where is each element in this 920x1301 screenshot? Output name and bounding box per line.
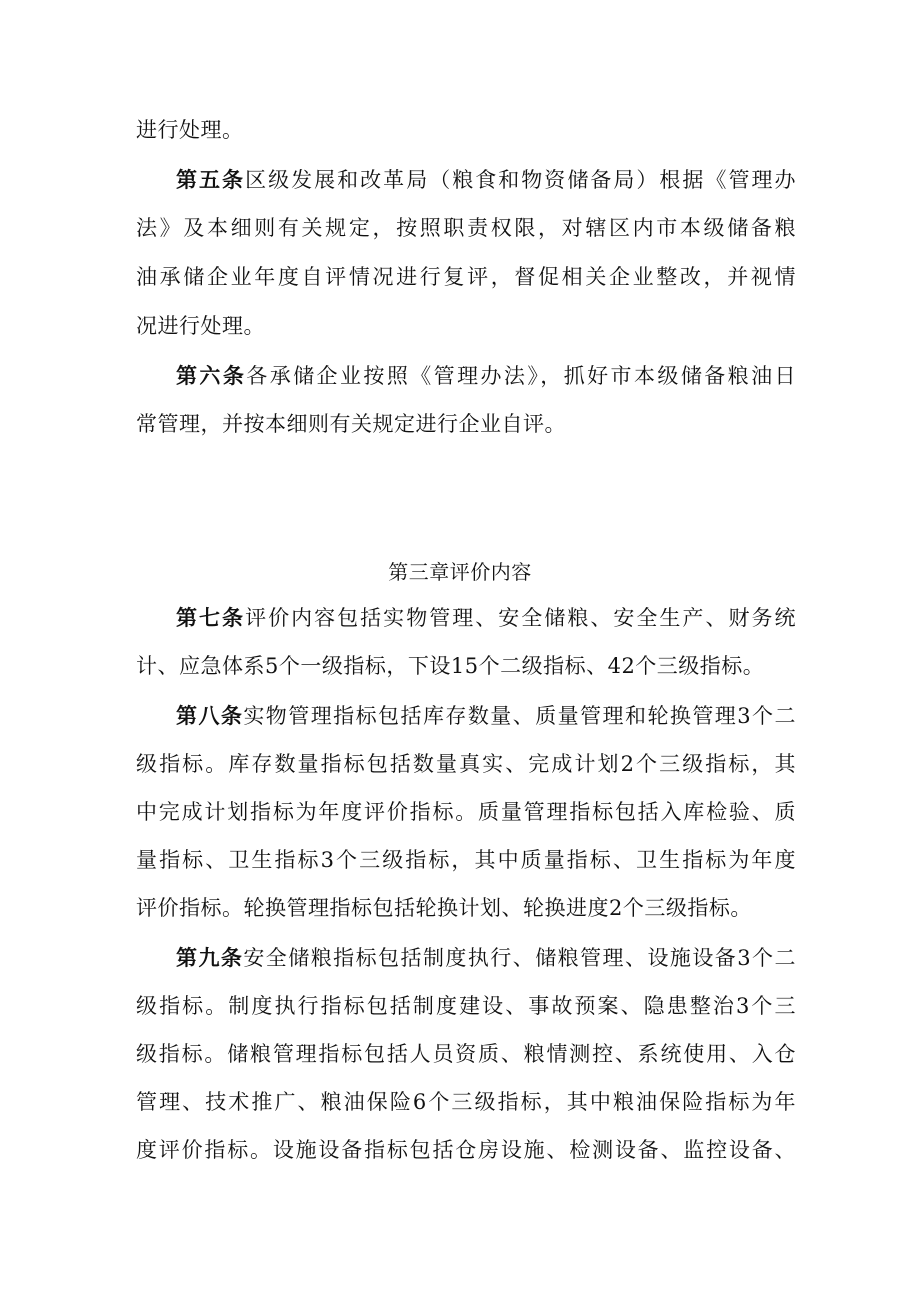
paragraph-line: 进行处理。 [136, 118, 244, 142]
article-9-line-5: 度评价指标。设施设备指标包括仓房设施、检测设备、监控设备、 [136, 1138, 796, 1162]
article-9-text: 安全储粮指标包括制度执行、储粮管理、设施设备3个二 [243, 946, 797, 970]
article-9-line-4: 管理、技术推广、粮油保险6个三级指标，其中粮油保险指标为年 [136, 1090, 796, 1114]
article-6-label: 第六条 [176, 364, 247, 388]
article-8-label: 第八条 [176, 704, 244, 728]
article-5-text: 区级发展和改革局（粮食和物资储备局）根据《管理办 [245, 168, 797, 192]
article-9-line-3: 级指标。储粮管理指标包括人员资质、粮情测控、系统使用、入仓 [136, 1042, 796, 1066]
article-7-line-1 [176, 604, 796, 632]
article-8-line-5: 评价指标。轮换管理指标包括轮换计划、轮换进度2个三级指标。 [136, 896, 752, 920]
article-9-label: 第九条 [176, 946, 244, 970]
article-9-line-1 [176, 944, 796, 972]
article-7-line-2: 计、应急体系5个一级指标，下设15个二级指标、42个三级指标。 [136, 654, 765, 678]
article-8-line-2: 级指标。库存数量指标包括数量真实、完成计划2个三级指标，其 [136, 752, 796, 776]
article-7-text: 评价内容包括实物管理、安全储粮、安全生产、财务统 [245, 606, 797, 630]
article-7-label: 第七条 [176, 606, 246, 630]
article-8-line-3: 中完成计划指标为年度评价指标。质量管理指标包括入库检验、质 [136, 800, 796, 824]
article-5-line-2: 法》及本细则有关规定，按照职责权限，对辖区内市本级储备粮 [136, 216, 796, 240]
article-6-text: 各承储企业按照《管理办法》，抓好市本级储备粮油日 [246, 364, 797, 388]
article-5-line-3: 油承储企业年度自评情况进行复评，督促相关企业整改，并视情 [136, 265, 796, 289]
chapter-heading: 第三章评价内容 [388, 560, 532, 584]
article-8-text: 实物管理指标包括库存数量、质量管理和轮换管理3个二 [243, 704, 797, 728]
article-8-line-1 [176, 702, 796, 730]
article-5-line-4: 况进行处理。 [136, 314, 265, 338]
article-5-line-1 [176, 166, 796, 194]
article-9-line-2: 级指标。制度执行指标包括制度建设、事故预案、隐患整治3个三 [136, 994, 796, 1018]
article-5-label: 第五条 [176, 168, 246, 192]
article-8-line-4: 量指标、卫生指标3个三级指标，其中质量指标、卫生指标为年度 [136, 848, 796, 872]
article-6-line-2: 常管理，并按本细则有关规定进行企业自评。 [136, 412, 566, 436]
article-6-line-1 [176, 362, 796, 390]
paragraph-continuation [136, 116, 796, 144]
